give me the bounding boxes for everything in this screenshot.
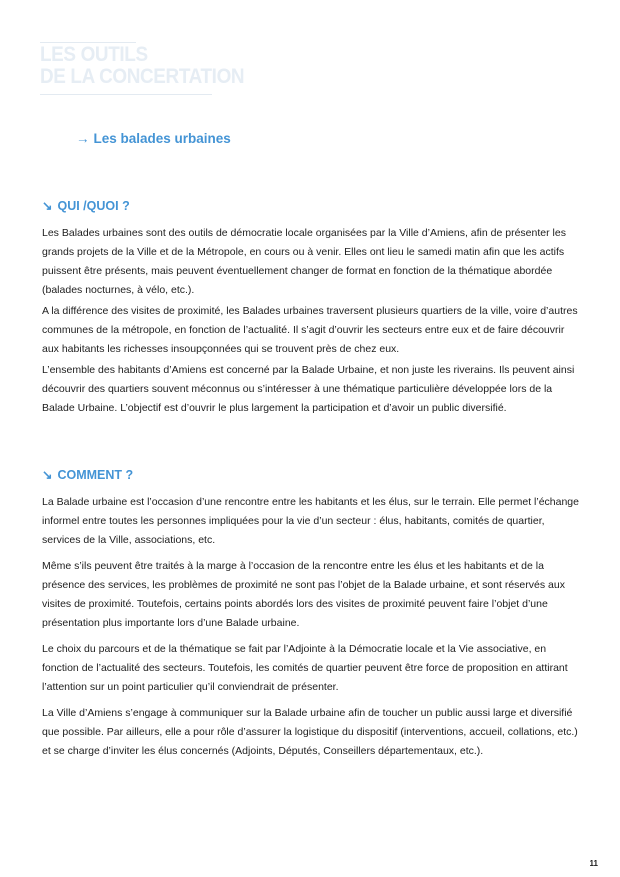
- section-heading-comment: [42, 467, 133, 482]
- page-number: 11: [589, 859, 598, 868]
- paragraph: A la différence des visites de proximité, les Balades urbaines traversent plusieurs quartiers de la ville, voire d’autres communes de la métropole, en fonction de l’actualité. Il s’agit d’ouvrir les secteurs entre eux et de faire découvrir aux habitants les richesses insoupçonnées qui se trouvent près de chez eux.: [42, 305, 578, 355]
- paragraph: La Ville d’Amiens s’engage à communiquer sur la Balade urbaine afin de toucher un public aussi large et diversifié que possible. Par ailleurs, elle a pour rôle d’assurer la logistique du dispositif (interventions, accueil, collations, etc.) et se charge d’inviter les élus concernés (Adjoints, Députés, Conseillers départementaux, etc.).: [42, 707, 578, 757]
- arrow-down-right-icon: ↘: [42, 199, 53, 213]
- section-heading-text: COMMENT ?: [57, 468, 134, 482]
- arrow-down-right-icon: ↘: [42, 468, 53, 482]
- section-subtitle: [76, 131, 231, 146]
- paragraph: L’ensemble des habitants d’Amiens est concerné par la Balade Urbaine, et non juste les riverains. Ils peuvent ainsi découvrir des quartiers souvent méconnus ou s’intéresser à une thématique particulière développée lors de la Balade Urbaine. L’objectif est d’ouvrir le plus largement la participation et d’avoir un public diversifié.: [42, 364, 575, 414]
- section-heading-text: QUI /QUOI ?: [57, 199, 130, 213]
- subtitle-text: Les balades urbaines: [93, 131, 231, 146]
- header-title-line1: LES OUTILS: [40, 43, 148, 66]
- arrow-right-icon: →: [76, 131, 90, 146]
- header-title: [40, 44, 244, 88]
- paragraph: Même s’ils peuvent être traités à la marge à l’occasion de la rencontre entre les élus et les habitants et de la présence des services, les problèmes de proximité ne sont pas l’objet de la Balade urbaine, et sont réservés aux visites de proximité. Toutefois, certains points abordés lors des visites de proximité peuvent faire l’objet d’une présentation plus importante lors d’une Balade urbaine.: [42, 560, 565, 629]
- paragraph: La Balade urbaine est l’occasion d’une rencontre entre les habitants et les élus, sur le terrain. Elle permet l’échange informel entre toutes les personnes impliquées pour la vie d’un secteur : élus, habitants, comités de quartier, services de la Ville, associations, etc.: [42, 496, 579, 546]
- header-rule-bottom: [40, 94, 212, 95]
- header-title-line2: DE LA CONCERTATION: [40, 65, 245, 88]
- paragraph: Le choix du parcours et de la thématique se fait par l’Adjointe à la Démocratie locale et la Vie associative, en fonction de l’actualité des secteurs. Toutefois, les comités de quartier peuvent être force de proposition en attirant l’attention sur un point particulier qu’il conviendrait de présenter.: [42, 643, 568, 693]
- paragraph: Les Balades urbaines sont des outils de démocratie locale organisées par la Ville d’Amiens, afin de présenter les grands projets de la Ville et de la Métropole, en cours ou à venir. Elles ont lieu le samedi matin afin que les actifs puissent être présents, mais peuvent éventuellement changer de format en fonction de la thématique abordée (balades nocturnes, à vélo, etc.).: [42, 227, 566, 296]
- section-heading-qui-quoi: [42, 198, 130, 213]
